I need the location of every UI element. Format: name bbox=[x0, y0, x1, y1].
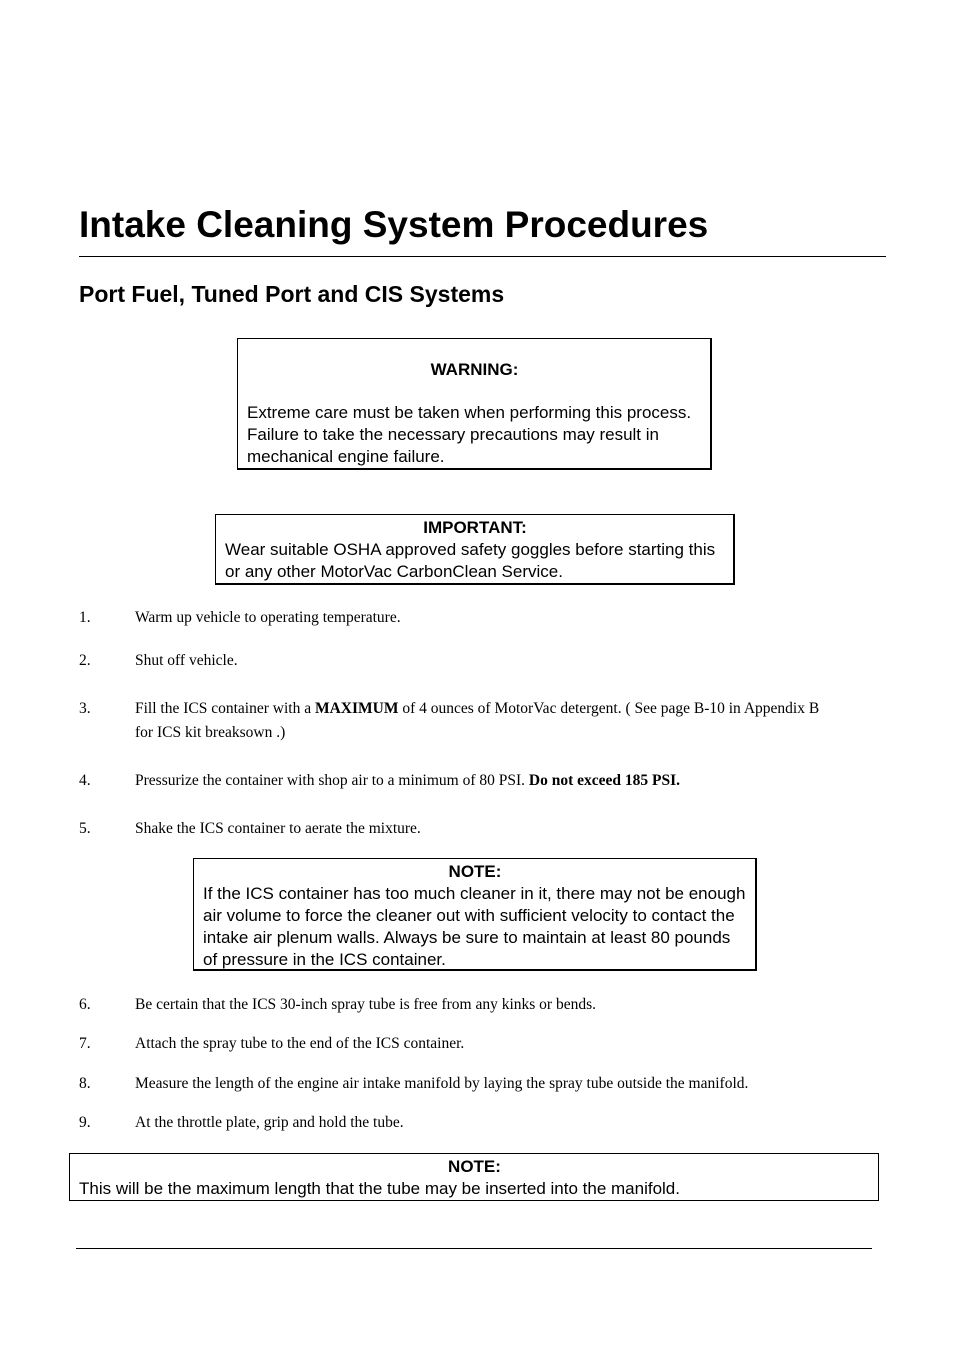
important-box bbox=[215, 514, 735, 585]
step-number: 8. bbox=[79, 1075, 91, 1092]
step-number: 5. bbox=[79, 820, 91, 837]
step-text-part: Pressurize the container with shop air to a minimum of 80 PSI. bbox=[135, 772, 529, 789]
page-title: Intake Cleaning System Procedures bbox=[79, 204, 709, 245]
important-text: Wear suitable OSHA approved safety goggles before starting this or any other MotorVac CarbonClean Service. bbox=[225, 540, 716, 581]
step-number: 4. bbox=[79, 772, 91, 789]
step-number: 6. bbox=[79, 996, 91, 1013]
step-emphasis: Do not exceed 185 PSI. bbox=[528, 772, 681, 789]
title-divider bbox=[79, 256, 886, 257]
step-8 bbox=[79, 1072, 839, 1096]
note-text: This will be the maximum length that the tube may be inserted into the manifold. bbox=[79, 1179, 680, 1198]
note-heading: NOTE: bbox=[448, 862, 502, 881]
warning-heading: WARNING: bbox=[430, 360, 519, 379]
step-7 bbox=[79, 1032, 839, 1056]
step-2 bbox=[79, 649, 839, 673]
step-text: Shut off vehicle. bbox=[135, 652, 238, 669]
step-5 bbox=[79, 817, 839, 841]
note-box bbox=[69, 1153, 879, 1201]
step-6 bbox=[79, 993, 839, 1017]
note-heading: NOTE: bbox=[448, 1157, 501, 1176]
step-text-part: of 4 ounces of MotorVac detergent. ( See page B-10 in Appendix B for ICS kit breaksown .) bbox=[135, 700, 820, 741]
section-subtitle: Port Fuel, Tuned Port and CIS Systems bbox=[79, 281, 505, 307]
step-number: 1. bbox=[79, 609, 91, 626]
step-number: 9. bbox=[79, 1114, 91, 1131]
step-number: 7. bbox=[79, 1035, 91, 1052]
step-4 bbox=[79, 769, 839, 793]
step-1 bbox=[79, 606, 839, 630]
step-text: Measure the length of the engine air intake manifold by laying the spray tube outside the manifold. bbox=[135, 1075, 749, 1092]
important-heading: IMPORTANT: bbox=[423, 518, 527, 537]
step-number: 3. bbox=[79, 700, 91, 717]
step-text: Attach the spray tube to the end of the ICS container. bbox=[135, 1035, 465, 1052]
step-text: Warm up vehicle to operating temperature. bbox=[135, 609, 401, 626]
step-number: 2. bbox=[79, 652, 91, 669]
step-text-part: Fill the ICS container with a bbox=[135, 700, 315, 717]
step-text: Be certain that the ICS 30-inch spray tube is free from any kinks or bends. bbox=[135, 996, 597, 1013]
note-box bbox=[193, 858, 757, 971]
step-text: Shake the ICS container to aerate the mixture. bbox=[135, 820, 421, 837]
step-text bbox=[135, 697, 839, 745]
warning-box bbox=[237, 338, 712, 470]
step-emphasis: MAXIMUM bbox=[314, 700, 399, 717]
step-text: At the throttle plate, grip and hold the tube. bbox=[135, 1114, 404, 1131]
step-9 bbox=[79, 1111, 839, 1135]
step-text bbox=[135, 769, 839, 793]
warning-text: Extreme care must be taken when performing this process. Failure to take the necessary precautions may result in mechanical engine failure. bbox=[247, 403, 692, 466]
note-text: If the ICS container has too much cleaner in it, there may not be enough air volume to force the cleaner out with sufficient velocity to contact the intake air plenum walls. Always be sure to maintain at least 80 pounds of pressure in the ICS container. bbox=[203, 884, 746, 969]
step-3 bbox=[79, 697, 839, 745]
footer-divider bbox=[76, 1248, 872, 1249]
